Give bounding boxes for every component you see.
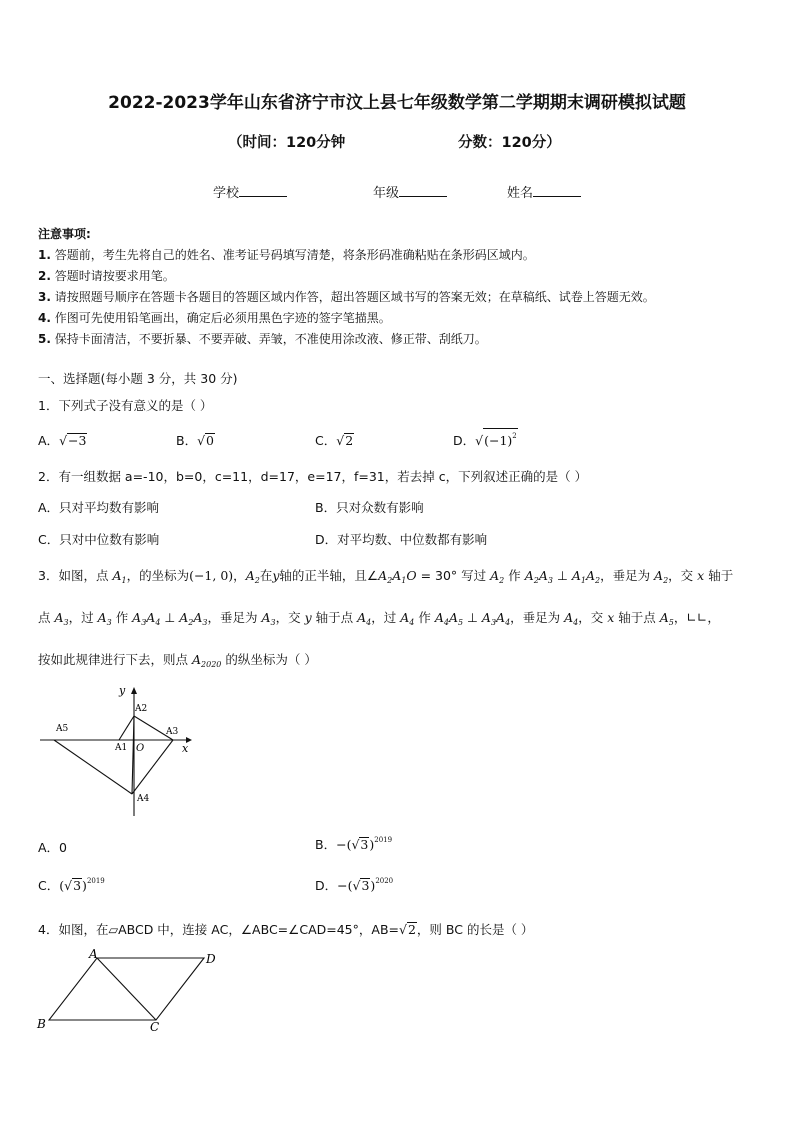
- note-item: 2. 答题时请按要求用笔。: [38, 269, 175, 283]
- vertex-b-label: B: [37, 1017, 46, 1031]
- q2-stem: 2．有一组数据 a=-10，b=0，c=11，d=17，e=17，f=31，若去掉 c，下列叙述正确的是（ ）: [38, 469, 588, 484]
- q2-option-d[interactable]: D．对平均数、中位数都有影响: [315, 532, 488, 547]
- q4-stem: 4．如图，在▱ABCD 中，连接 AC，∠ABC=∠CAD=45°，AB=√2，则 BC 的长是（ ）: [38, 922, 534, 937]
- q1-stem: 1．下列式子没有意义的是（ ）: [38, 398, 213, 413]
- fig-a2-label: A2: [135, 704, 148, 714]
- name-blank[interactable]: [533, 184, 581, 197]
- q2-option-c[interactable]: C．只对中位数有影响: [38, 532, 160, 547]
- fig-a1-label: A1: [115, 743, 128, 753]
- fig-origin-label: O: [136, 743, 145, 754]
- vertex-c-label: C: [150, 1020, 160, 1034]
- q3-option-d[interactable]: D．$-(√3)^{2020}$: [315, 877, 394, 893]
- fig-a3-label: A3: [166, 727, 179, 737]
- q4-parallelogram-figure: [34, 946, 224, 1036]
- diagonal-ac: [97, 958, 156, 1020]
- exam-time: （时间：120分钟: [228, 135, 346, 151]
- q3-stem-line3: 按如此规律进行下去，则点 $A_{2020}$ 的纵坐标为（ ）: [38, 652, 317, 669]
- exam-score: 分数：120分）: [458, 135, 561, 151]
- q2-option-a[interactable]: A．只对平均数有影响: [38, 500, 160, 515]
- q3-stem-line1: 3．如图，点 $A_1$，的坐标为(−1, 0)，$A_2$在y轴的正半轴，且$\angle A_2A_1O = 30^\circ$ 写过 $A_2$ 作 $A_2A_3$ ⊥ $A_1A_2$，垂足为 $A_2$，交 x 轴于: [38, 568, 734, 585]
- fig-x-label: x: [182, 742, 189, 755]
- fig-a5-label: A5: [56, 724, 69, 734]
- notes-heading: 注意事项:: [38, 227, 91, 241]
- q1-option-d[interactable]: D．$√(-1)^2$: [453, 428, 518, 449]
- vertex-d-label: D: [206, 952, 216, 966]
- y-axis-arrow: [131, 687, 137, 694]
- grade-field[interactable]: [373, 182, 447, 201]
- exam-title: 2022-2023学年山东省济宁市汶上县七年级数学第二学期期末调研模拟试题: [108, 93, 686, 113]
- note-item: 5. 保持卡面清洁，不要折暴、不要弄破、弄皱，不准使用涂改液、修正带、刮纸刀。: [38, 332, 487, 346]
- school-field[interactable]: [213, 182, 287, 201]
- q3-option-c[interactable]: C．$(√3)^{2019}$: [38, 877, 105, 893]
- school-label: 学校: [213, 186, 240, 201]
- fig-a4-label: A4: [137, 794, 150, 804]
- q1-option-a[interactable]: A．√−3: [38, 433, 87, 448]
- q3-stem-line2: 点 $A_3$，过 $A_3$ 作 $A_3A_4$ ⊥ $A_2A_3$，垂足为 $A_3$，交 y 轴于点 $A_4$，过 $A_4$ 作 $A_4A_5$ ⊥ $A_3A_4$，垂足为 $A_4$，交 x 轴于点 $A_5$，∟∟，: [38, 610, 720, 627]
- school-blank[interactable]: [239, 184, 287, 197]
- q1-option-b[interactable]: B．√0: [176, 433, 214, 448]
- q3-figure: [36, 684, 196, 824]
- notes-section: [38, 224, 655, 350]
- note-item: 4. 作图可先使用铅笔画出，确定后必须用黑色字迹的签字笔描黑。: [38, 311, 391, 325]
- name-label: 姓名: [507, 186, 534, 201]
- section-heading: 一、选择题(每小题 3 分，共 30 分): [38, 371, 238, 386]
- note-item: 1. 答题前，考生先将自己的姓名、准考证号码填写清楚，将条形码准确粘贴在条形码区域内。: [38, 248, 535, 262]
- note-item: 3. 请按照题号顺序在答题卡各题目的答题区域内作答，超出答题区域书写的答案无效；在草稿纸、试卷上答题无效。: [38, 290, 655, 304]
- q3-option-a[interactable]: A．0: [38, 840, 68, 855]
- grade-blank[interactable]: [399, 184, 447, 197]
- name-field[interactable]: [507, 182, 581, 201]
- vertex-a-label: A: [89, 947, 98, 961]
- fig-y-label: y: [119, 684, 126, 697]
- q1-option-c[interactable]: C．√2: [315, 433, 354, 448]
- q3-option-b[interactable]: B．$-(√3)^{2019}$: [315, 836, 393, 852]
- q2-option-b[interactable]: B．只对众数有影响: [315, 500, 424, 515]
- grade-label: 年级: [373, 186, 400, 201]
